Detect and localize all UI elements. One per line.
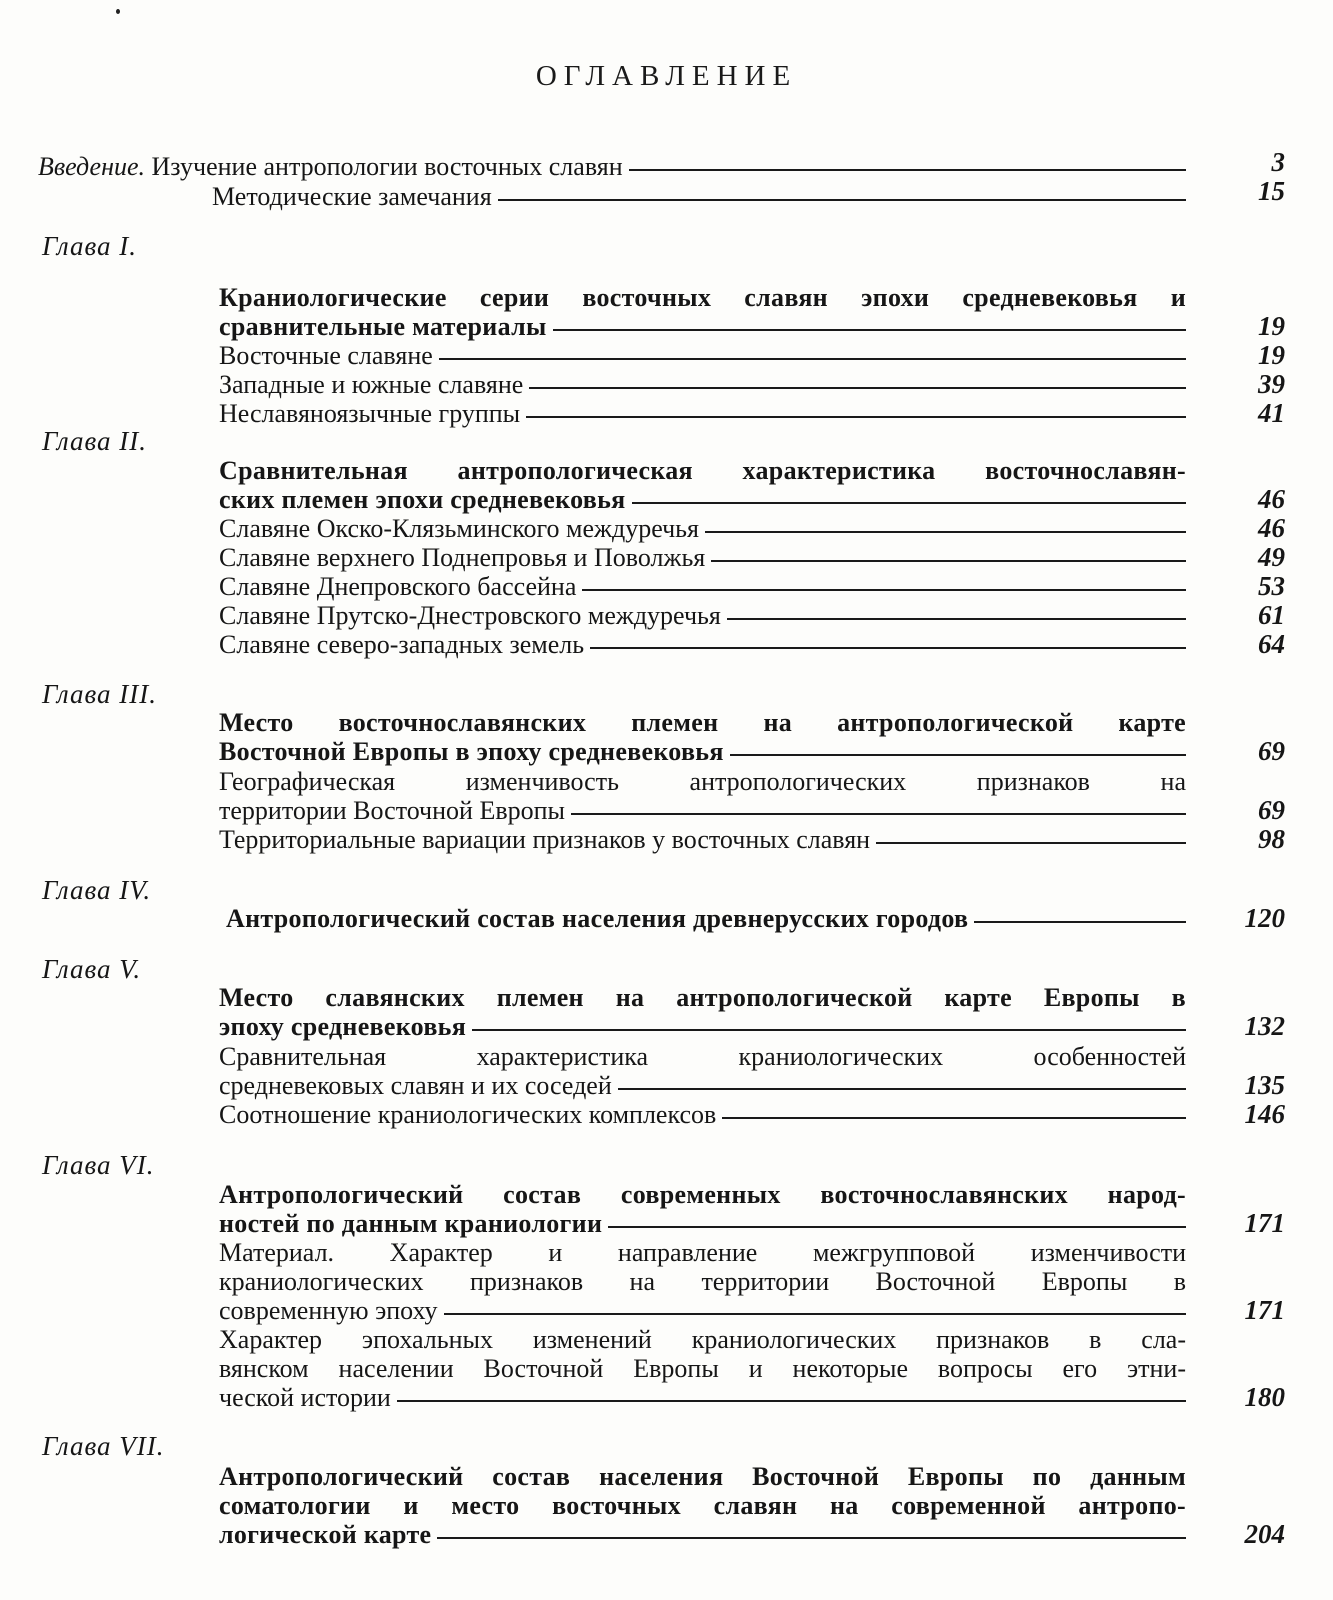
section-entry-line xyxy=(219,601,1186,630)
section-entry-line xyxy=(219,341,1186,370)
chapter-heading-line-text: эпоху средневековья xyxy=(219,1012,467,1041)
section-entry-line xyxy=(219,796,1186,825)
chapter-heading-line-text: ностей по данным краниологии xyxy=(219,1209,603,1238)
page-title: ОГЛАВЛЕНИЕ xyxy=(535,60,798,92)
page-number: 171 xyxy=(1244,1208,1285,1238)
section-entry-line-text: Соотношение краниологических комплексов xyxy=(219,1100,717,1129)
section-entry-line xyxy=(219,1100,1186,1129)
leader-rule xyxy=(608,1226,1186,1228)
page-number: 46 xyxy=(1258,513,1285,543)
chapter-heading-line xyxy=(219,312,1186,341)
section-entry-line xyxy=(219,543,1186,572)
chapter-heading-line-text: Восточной Европы в эпоху средневековья xyxy=(219,737,724,766)
leader-rule xyxy=(629,169,1186,171)
section-entry-line-text: современную эпоху xyxy=(219,1296,438,1325)
chapter-label: Глава II. xyxy=(42,426,148,456)
section-entry-line: Сравнительная характеристика краниологических особенностей xyxy=(219,1042,1186,1071)
section-entry-line xyxy=(219,1383,1186,1412)
section-entry-line xyxy=(219,514,1186,543)
chapter-heading-line-text: сравнительные материалы xyxy=(219,312,547,341)
section-entry-line-text: Славяне северо-западных земель xyxy=(219,630,585,659)
chapter-label: Глава I. xyxy=(42,231,138,261)
page-number: 41 xyxy=(1258,398,1285,428)
print-speck xyxy=(116,9,120,14)
page-number: 204 xyxy=(1244,1519,1285,1549)
section-entry-line xyxy=(219,825,1186,854)
page-number: 120 xyxy=(1244,903,1285,933)
page-number: 69 xyxy=(1258,736,1285,766)
section-entry-line: Географическая изменчивость антропологических признаков на xyxy=(219,767,1186,796)
page-number: 180 xyxy=(1244,1382,1285,1412)
leader-rule xyxy=(444,1313,1186,1315)
chapter-label: Глава VII. xyxy=(42,1431,165,1461)
leader-rule xyxy=(876,842,1186,844)
page-number: 64 xyxy=(1258,629,1285,659)
chapter-heading-line-text: ских племен эпохи средневековья xyxy=(219,485,626,514)
section-entry-line-text: Славяне Прутско-Днестровского междуречья xyxy=(219,601,721,630)
leader-rule xyxy=(711,560,1186,562)
introduction-subentry-text: Методические замечания xyxy=(212,182,492,211)
chapter-heading-line: соматологии и место восточных славян на современной антропо- xyxy=(219,1491,1186,1520)
chapter-heading-line xyxy=(219,737,1186,766)
chapter-label: Глава III. xyxy=(42,679,158,709)
chapter-heading-line: Место славянских племен на антропологической карте Европы в xyxy=(219,983,1186,1012)
chapter-label: Глава VI. xyxy=(42,1150,155,1180)
page-number: 171 xyxy=(1244,1295,1285,1325)
chapter-heading-line xyxy=(219,1520,1186,1549)
leader-rule xyxy=(472,1029,1186,1031)
page-number: 69 xyxy=(1258,795,1285,825)
introduction-subentry xyxy=(212,182,1186,211)
introduction-entry xyxy=(38,152,1186,181)
leader-rule xyxy=(590,647,1186,649)
page-number: 15 xyxy=(1258,176,1285,206)
section-entry-line xyxy=(219,370,1186,399)
section-entry-line-text: Славяне верхнего Поднепровья и Поволжья xyxy=(219,543,706,572)
chapter-heading-line-text: логической карте xyxy=(219,1520,432,1549)
page-number: 146 xyxy=(1244,1099,1285,1129)
chapter-heading-line xyxy=(219,1012,1186,1041)
section-entry-line xyxy=(219,399,1186,428)
introduction-title: Изучение антропологии восточных славян xyxy=(151,152,623,181)
page-number: 61 xyxy=(1258,600,1285,630)
section-entry-line-text: Восточные славяне xyxy=(219,341,433,370)
section-entry-line-text: Славяне Днепровского бассейна xyxy=(219,572,577,601)
section-entry-line: Материал. Характер и направление межгрупповой изменчивости xyxy=(219,1238,1186,1267)
page-number: 132 xyxy=(1244,1011,1285,1041)
chapter-heading-line: Сравнительная антропологическая характеристика восточнославян- xyxy=(219,456,1186,485)
leader-rule xyxy=(498,199,1186,201)
page-number: 135 xyxy=(1244,1070,1285,1100)
leader-rule xyxy=(526,416,1186,418)
page-number: 3 xyxy=(1271,147,1285,177)
page-number: 39 xyxy=(1258,369,1285,399)
introduction-label: Введение. xyxy=(38,152,152,181)
leader-rule xyxy=(730,754,1186,756)
chapter-heading-line xyxy=(219,1209,1186,1238)
section-entry-line: вянском населении Восточной Европы и некоторые вопросы его этни- xyxy=(219,1354,1186,1383)
leader-rule xyxy=(974,921,1186,923)
leader-rule xyxy=(437,1537,1186,1539)
page-number: 53 xyxy=(1258,571,1285,601)
leader-rule xyxy=(529,387,1186,389)
leader-rule xyxy=(553,329,1186,331)
leader-rule xyxy=(632,502,1187,504)
page-number: 46 xyxy=(1258,484,1285,514)
page-number: 49 xyxy=(1258,542,1285,572)
chapter-label: Глава IV. xyxy=(42,875,152,905)
leader-rule xyxy=(582,589,1186,591)
chapter-heading-line xyxy=(219,485,1186,514)
section-entry-line-text: Западные и южные славяне xyxy=(219,370,524,399)
chapter-heading-line: Место восточнославянских племен на антропологической карте xyxy=(219,708,1186,737)
leader-rule xyxy=(571,813,1186,815)
section-entry-line xyxy=(219,630,1186,659)
section-entry-line xyxy=(219,1296,1186,1325)
section-entry-line-text: ческой истории xyxy=(219,1383,391,1412)
page-number: 19 xyxy=(1258,340,1285,370)
leader-rule xyxy=(618,1088,1186,1090)
chapter-heading-line-text: Антропологический состав населения древнерусских городов xyxy=(226,904,969,933)
section-entry-line-text: Неславяноязычные группы xyxy=(219,399,521,428)
leader-rule xyxy=(727,618,1186,620)
section-entry-line xyxy=(219,572,1186,601)
section-entry-line-text: средневековых славян и их соседей xyxy=(219,1071,612,1100)
section-entry-line xyxy=(219,1071,1186,1100)
section-entry-line-text: Территориальные вариации признаков у восточных славян xyxy=(219,825,871,854)
leader-rule xyxy=(722,1117,1186,1119)
chapter-heading-line xyxy=(226,904,1186,933)
leader-rule xyxy=(705,531,1186,533)
section-entry-line: Характер эпохальных изменений краниологических признаков в сла- xyxy=(219,1325,1186,1354)
leader-rule xyxy=(397,1400,1186,1402)
chapter-heading-line: Антропологический состав современных восточнославянских народ- xyxy=(219,1180,1186,1209)
page-number: 19 xyxy=(1258,311,1285,341)
section-entry-line: краниологических признаков на территории Восточной Европы в xyxy=(219,1267,1186,1296)
page-number: 98 xyxy=(1258,824,1285,854)
chapter-heading-line: Краниологические серии восточных славян эпохи средневековья и xyxy=(219,283,1186,312)
leader-rule xyxy=(439,358,1186,360)
section-entry-line-text: территории Восточной Европы xyxy=(219,796,565,825)
chapter-label: Глава V. xyxy=(42,954,142,984)
section-entry-line-text: Славяне Окско-Клязьминского междуречья xyxy=(219,514,699,543)
chapter-heading-line: Антропологический состав населения Восточной Европы по данным xyxy=(219,1462,1186,1491)
